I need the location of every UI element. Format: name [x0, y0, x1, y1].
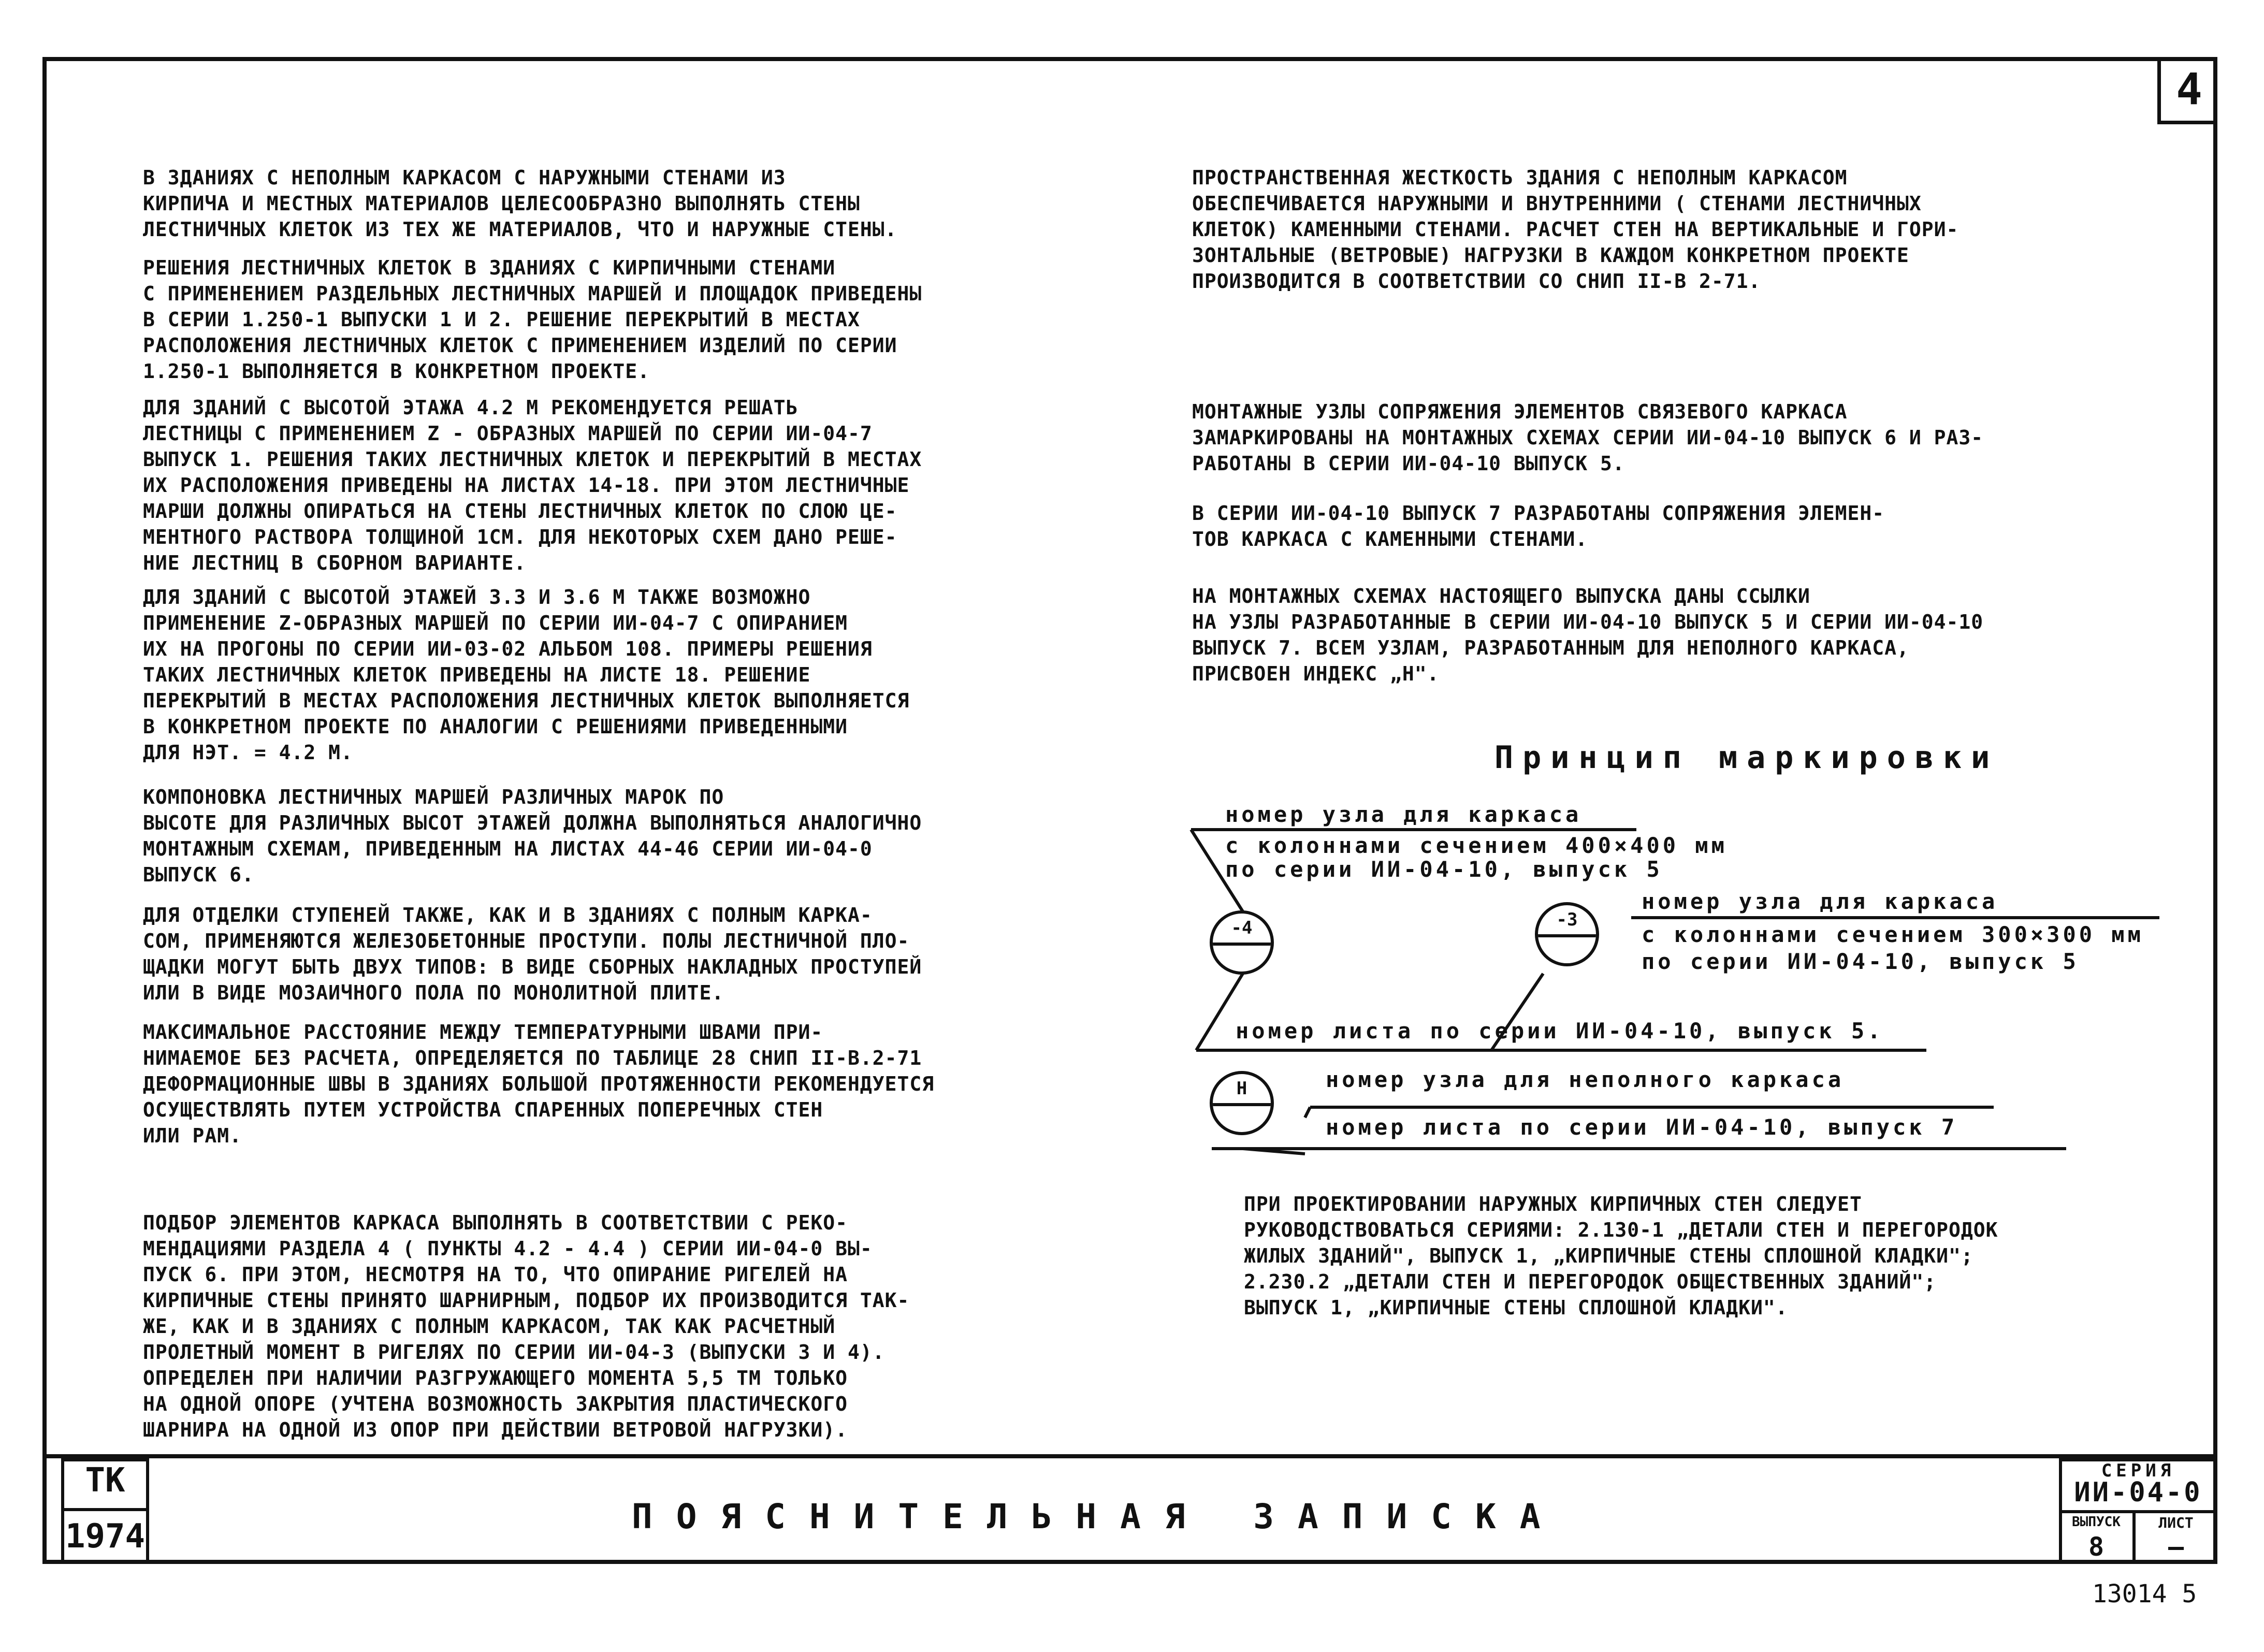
- title-block-year: 1974: [65, 1517, 146, 1556]
- left-paragraph-1: В ЗДАНИЯХ С НЕПОЛНЫМ КАРКАСОМ С НАРУЖНЫМИ СТЕНАМИ ИЗ КИРПИЧА И МЕСТНЫХ МАТЕРИАЛОВ ЦЕЛЕСООБРАЗНО ВЫПОЛНЯТЬ СТЕНЫ ЛЕСТНИЧНЫХ КЛЕТОК ИЗ ТЕХ ЖЕ МАТЕРИАЛОВ, ЧТО И НАРУЖНЫЕ СТЕНЫ.: [143, 166, 897, 241]
- left-paragraph-2: РЕШЕНИЯ ЛЕСТНИЧНЫХ КЛЕТОК В ЗДАНИЯХ С КИРПИЧНЫМИ СТЕНАМИ С ПРИМЕНЕНИЕМ РАЗДЕЛЬНЫХ ЛЕСТНИЧНЫХ МАРШЕЙ И ПЛОЩАДОК ПРИВЕДЕНЫ В СЕРИИ 1.250-1 ВЫПУСКИ 1 И 2. РЕШЕНИЕ ПЕРЕКРЫТИЙ В МЕСТАХ РАСПОЛОЖЕНИЯ ЛЕСТНИЧНЫХ КЛЕТОК С ПРИМЕНЕНИЕМ ИЗДЕЛИЙ ПО СЕРИИ 1.250-1 ВЫПОЛНЯЕТСЯ В КОНКРЕТНОМ ПРОЕКТЕ.: [143, 256, 922, 383]
- right-paragraph-2: МОНТАЖНЫЕ УЗЛЫ СОПРЯЖЕНИЯ ЭЛЕМЕНТОВ СВЯЗЕВОГО КАРКАСА ЗАМАРКИРОВАНЫ НА МОНТАЖНЫХ СХЕМАХ СЕРИИ ИИ-04-10 ВЫПУСК 6 И РАЗ- РАБОТАНЫ В СЕРИИ ИИ-04-10 ВЫПУСК 5.: [1192, 400, 1984, 475]
- label-node-frame-2: номер узла для каркаса: [1642, 889, 1998, 914]
- issue-value: 8: [2088, 1532, 2105, 1562]
- inventory-number: 13014 5: [2092, 1579, 2197, 1608]
- issue-sheet-divider: [2132, 1510, 2136, 1564]
- series-label: СЕРИЯ: [2101, 1460, 2175, 1481]
- title-block-org: ТК: [85, 1461, 125, 1500]
- label-node-partial: номер узла для неполного каркаса: [1326, 1067, 1845, 1092]
- page-number: 4: [2157, 57, 2217, 124]
- issue-label: ВЫПУСК: [2072, 1514, 2121, 1530]
- right-paragraph-4: НА МОНТАЖНЫХ СХЕМАХ НАСТОЯЩЕГО ВЫПУСКА ДАНЫ ССЫЛКИ НА УЗЛЫ РАЗРАБОТАННЫЕ В СЕРИИ ИИ-04-10 ВЫПУСК 5 И СЕРИИ ИИ-04-10 ВЫПУСК 7. ВСЕМ УЗЛАМ, РАЗРАБОТАННЫМ ДЛЯ НЕПОЛНОГО КАРКАСА, ПРИСВОЕН ИНДЕКС „Н".: [1192, 585, 1984, 685]
- right-paragraph-1: ПРОСТРАНСТВЕННАЯ ЖЕСТКОСТЬ ЗДАНИЯ С НЕПОЛНЫМ КАРКАСОМ ОБЕСПЕЧИВАЕТСЯ НАРУЖНЫМИ И ВНУТРЕННИМИ ( СТЕНАМИ ЛЕСТНИЧНЫХ КЛЕТОК) КАМЕННЫМИ СТЕНАМИ. РАСЧЕТ СТЕН НА ВЕРТИКАЛЬНЫЕ И ГОРИ- ЗОНТАЛЬНЫЕ (ВЕТРОВЫЕ) НАГРУЗКИ В КАЖДОМ КОНКРЕТНОМ ПРОЕКТЕ ПРОИЗВОДИТСЯ В СООТВЕТСТВИИ СО СНИП II-В 2-71.: [1192, 166, 1959, 293]
- series-divider: [2059, 1510, 2217, 1513]
- left-paragraph-7: МАКСИМАЛЬНОЕ РАССТОЯНИЕ МЕЖДУ ТЕМПЕРАТУРНЫМИ ШВАМИ ПРИ- НИМАЕМОЕ БЕЗ РАСЧЕТА, ОПРЕДЕЛЯЕТСЯ ПО ТАБЛИЦЕ 28 СНИП II-В.2-71 ДЕФОРМАЦИОННЫЕ ШВЫ В ЗДАНИЯХ БОЛЬШОЙ ПРОТЯЖЕННОСТИ РЕКОМЕНДУЕТСЯ ОСУЩЕСТВЛЯТЬ ПУТЕМ УСТРОЙСТВА СПАРЕННЫХ ПОПЕРЕЧНЫХ СТЕН ИЛИ РАМ.: [143, 1021, 935, 1147]
- label-sheet-series: номер листа по серии ИИ-04-10, выпуск 5.: [1236, 1018, 1884, 1044]
- title-block-border: [42, 1454, 2217, 1458]
- label-sheet-series-7: номер листа по серии ИИ-04-10, выпуск 7: [1326, 1114, 1958, 1140]
- left-paragraph-4: ДЛЯ ЗДАНИЙ С ВЫСОТОЙ ЭТАЖЕЙ 3.3 И 3.6 М ТАКЖЕ ВОЗМОЖНО ПРИМЕНЕНИЕ Z-ОБРАЗНЫХ МАРШЕЙ ПО СЕРИИ ИИ-04-7 С ОПИРАНИЕМ ИХ НА ПРОГОНЫ ПО СЕРИИ ИИ-03-02 АЛЬБОМ 108. ПРИМЕРЫ РЕШЕНИЯ ТАКИХ ЛЕСТНИЧНЫХ КЛЕТОК ПРИВЕДЕНЫ НА ЛИСТЕ 18. РЕШЕНИЕ ПЕРЕКРЫТИЙ В МЕСТАХ РАСПОЛОЖЕНИЯ ЛЕСТНИЧНЫХ КЛЕТОК ВЫПОЛНЯЕТСЯ В КОНКРЕТНОМ ПРОЕКТЕ ПО АНАЛОГИИ С РЕШЕНИЯМИ ПРИВЕДЕННЫМИ ДЛЯ НЭТ. = 4.2 М.: [143, 586, 910, 764]
- bottom-right-note: ПРИ ПРОЕКТИРОВАНИИ НАРУЖНЫХ КИРПИЧНЫХ СТЕН СЛЕДУЕТ РУКОВОДСТВОВАТЬСЯ СЕРИЯМИ: 2.130-1 „ДЕТАЛИ СТЕН И ПЕРЕГОРОДОК ЖИЛЫХ ЗДАНИЙ", ВЫПУСК 1, „КИРПИЧНЫЕ СТЕНЫ СПЛОШНОЙ КЛАДКИ"; 2.230.2 „ДЕТАЛИ СТЕН И ПЕРЕГОРОДОК ОБЩЕСТВЕННЫХ ЗДАНИЙ"; ВЫПУСК 1, „КИРПИЧНЫЕ СТЕНЫ СПЛОШНОЙ КЛАДКИ".: [1244, 1193, 1998, 1319]
- right-paragraph-3: В СЕРИИ ИИ-04-10 ВЫПУСК 7 РАЗРАБОТАНЫ СОПРЯЖЕНИЯ ЭЛЕМЕН- ТОВ КАРКАСА С КАМЕННЫМИ СТЕНАМИ.: [1192, 502, 1885, 550]
- sheet-value: —: [2168, 1532, 2184, 1562]
- document-title: ПОЯСНИТЕЛЬНАЯ ЗАПИСКА: [632, 1497, 1564, 1537]
- left-paragraph-8: ПОДБОР ЭЛЕМЕНТОВ КАРКАСА ВЫПОЛНЯТЬ В СООТВЕТСТВИИ С РЕКО- МЕНДАЦИЯМИ РАЗДЕЛА 4 ( ПУНКТЫ 4.2 - 4.4 ) СЕРИИ ИИ-04-0 ВЫ- ПУСК 6. ПРИ ЭТОМ, НЕСМОТРЯ НА ТО, ЧТО ОПИРАНИЕ РИГЕЛЕЙ НА КИРПИЧНЫЕ СТЕНЫ ПРИНЯТО ШАРНИРНЫМ, ПОДБОР ИХ ПРОИЗВОДИТСЯ ТАК- ЖЕ, КАК И В ЗДАНИЯХ С ПОЛНЫМ КАРКАСОМ, ТАК КАК РАСЧЕТНЫЙ ПРОЛЕТНЫЙ МОМЕНТ В РИГЕЛЯХ ПО СЕРИИ ИИ-04-3 (ВЫПУСКИ 3 И 4). ОПРЕДЕЛЕН ПРИ НАЛИЧИИ РАЗГРУЖАЮЩЕГО МОМЕНТА 5,5 ТМ ТОЛЬКО НА ОДНОЙ ОПОРЕ (УЧТЕНА ВОЗМОЖНОСТЬ ЗАКРЫТИЯ ПЛАСТИЧЕСКОГО ШАРНИРА НА ОДНОЙ ИЗ ОПОР ПРИ ДЕЙСТВИИ ВЕТРОВОЙ НАГРУЗКИ).: [143, 1211, 910, 1441]
- left-paragraph-5: КОМПОНОВКА ЛЕСТНИЧНЫХ МАРШЕЙ РАЗЛИЧНЫХ МАРОК ПО ВЫСОТЕ ДЛЯ РАЗЛИЧНЫХ ВЫСОТ ЭТАЖЕЙ ДОЛЖНА ВЫПОЛНЯТЬСЯ АНАЛОГИЧНО МОНТАЖНЫМ СХЕМАМ, ПРИВЕДЕННЫМ НА ЛИСТАХ 44-46 СЕРИИ ИИ-04-0 ВЫПУСК 6.: [143, 786, 922, 886]
- label-series-400: по серии ИИ-04-10, выпуск 5: [1225, 857, 1663, 882]
- label-columns-400: с колоннами сечением 400×400 мм: [1225, 833, 1728, 858]
- left-paragraph-3: ДЛЯ ЗДАНИЙ С ВЫСОТОЙ ЭТАЖА 4.2 М РЕКОМЕНДУЕТСЯ РЕШАТЬ ЛЕСТНИЦЫ С ПРИМЕНЕНИЕМ Z - ОБРАЗНЫХ МАРШЕЙ ПО СЕРИИ ИИ-04-7 ВЫПУСК 1. РЕШЕНИЯ ТАКИХ ЛЕСТНИЧНЫХ КЛЕТОК И ПЕРЕКРЫТИЙ В МЕСТАХ ИХ РАСПОЛОЖЕНИЯ ПРИВЕДЕНЫ НА ЛИСТАХ 14-18. ПРИ ЭТОМ ЛЕСТНИЧНЫЕ МАРШИ ДОЛЖНЫ ОПИРАТЬСЯ НА СТЕНЫ ЛЕСТНИЧНЫХ КЛЕТОК ПО СЛОЮ ЦЕ- МЕНТНОГО РАСТВОРА ТОЛЩИНОЙ 1СМ. ДЛЯ НЕКОТОРЫХ СХЕМ ДАНО РЕШЕ- НИЕ ЛЕСТНИЦ В СБОРНОМ ВАРИАНТЕ.: [143, 396, 922, 574]
- label-node-frame: номер узла для каркаса: [1225, 802, 1582, 827]
- sheet-label: ЛИСТ: [2158, 1514, 2194, 1531]
- title-block-divider: [61, 1508, 149, 1511]
- label-series-300: по серии ИИ-04-10, выпуск 5: [1642, 949, 2079, 974]
- node-marker-a: -4: [1210, 910, 1274, 975]
- left-paragraph-6: ДЛЯ ОТДЕЛКИ СТУПЕНЕЙ ТАКЖЕ, КАК И В ЗДАНИЯХ С ПОЛНЫМ КАРКА- СОМ, ПРИМЕНЯЮТСЯ ЖЕЛЕЗОБЕТОННЫЕ ПРОСТУПИ. ПОЛЫ ЛЕСТНИЧНОЙ ПЛО- ЩАДКИ МОГУТ БЫТЬ ДВУХ ТИПОВ: В ВИДЕ СБОРНЫХ НАКЛАДНЫХ ПРОСТУПЕЙ ИЛИ В ВИДЕ МОЗАИЧНОГО ПОЛА ПО МОНОЛИТНОЙ ПЛИТЕ.: [143, 904, 922, 1004]
- label-columns-300: с колоннами сечением 300×300 мм: [1642, 922, 2144, 947]
- node-marker-b: -3: [1535, 902, 1599, 966]
- marking-heading: Принцип маркировки: [1494, 740, 1999, 776]
- series-value: ИИ-04-0: [2074, 1477, 2202, 1508]
- node-marker-h: Н: [1210, 1071, 1274, 1135]
